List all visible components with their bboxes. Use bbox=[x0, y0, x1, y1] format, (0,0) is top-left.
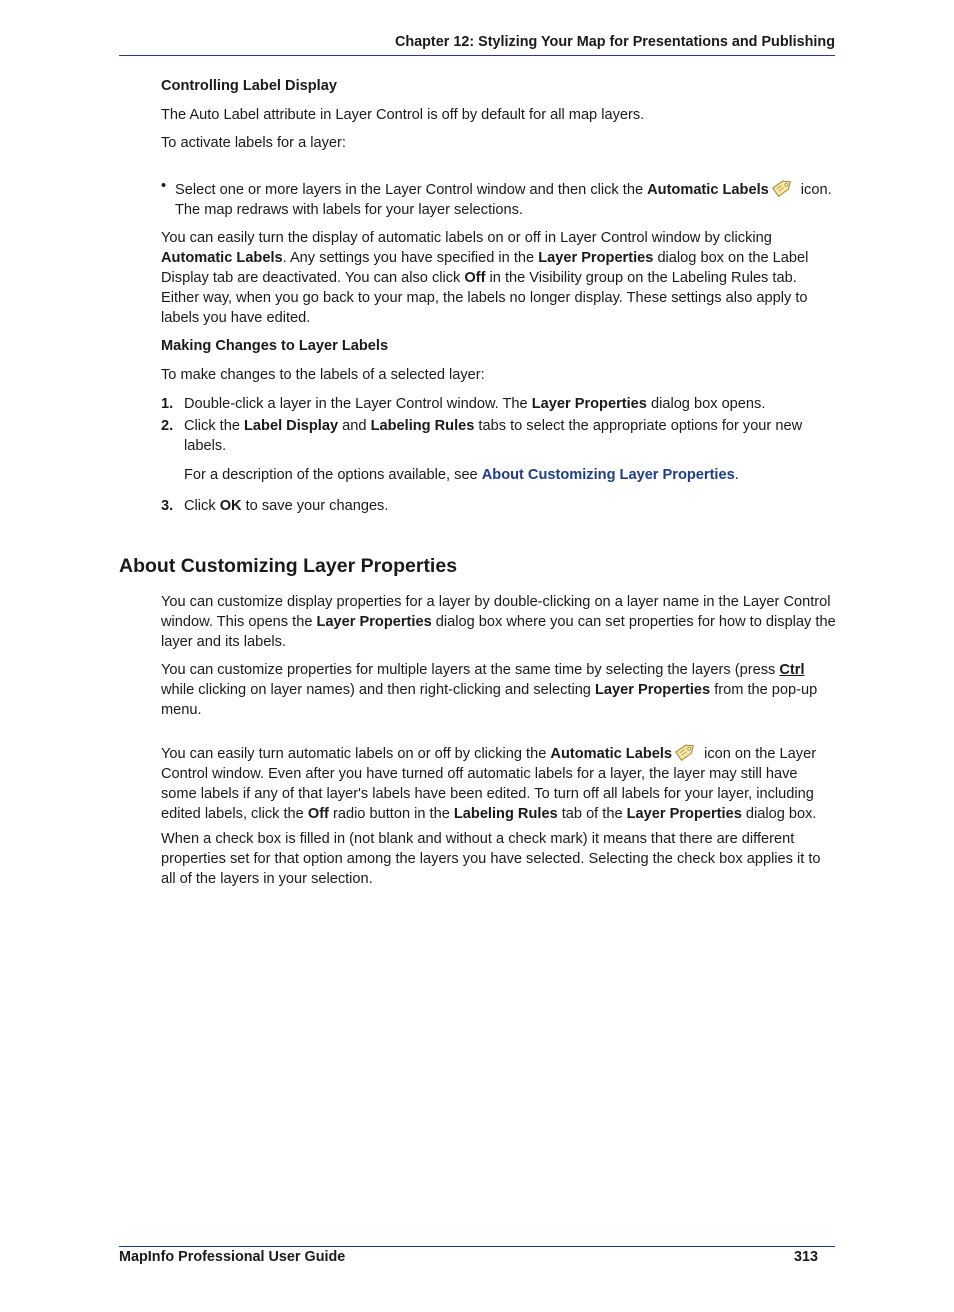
step-number: 3. bbox=[161, 498, 174, 514]
footer-title: MapInfo Professional User Guide bbox=[119, 1249, 346, 1265]
header-rule bbox=[119, 55, 835, 56]
paragraph: You can easily turn automatic labels on or off by clicking the Automatic Labels icon on the Layer Control window. Even after you have turned off automatic labels for a layer, the layer may still have some labels if any of that layer's labels have been edited. To turn off all labels for your layer, including edited labels, click the Off radio button in the Labeling Rules tab of the Layer Properties dialog box. bbox=[161, 740, 837, 824]
automatic-labels-icon bbox=[674, 740, 698, 760]
paragraph: You can easily turn the display of automatic labels on or off in Layer Control window by clicking Automatic Labels. Any settings you have specified in the Layer Properties dialog box on the Label Display tab are deactivated. You can also click Off in the Visibility group on the Labeling Rules tab. Either way, when you go back to your map, the labels no longer display. These settings also apply to labels you have edited. bbox=[161, 230, 809, 326]
heading-about-customizing: About Customizing Layer Properties bbox=[119, 555, 458, 577]
step-item: Click the Label Display and Labeling Rules tabs to select the appropriate options for your new labels. bbox=[184, 418, 803, 454]
heading-controlling-label-display: Controlling Label Display bbox=[161, 78, 337, 94]
page-number: 313 bbox=[793, 1249, 818, 1265]
step-item: Click OK to save your changes. bbox=[184, 498, 389, 514]
paragraph: The Auto Label attribute in Layer Control is off by default for all map layers. bbox=[161, 107, 645, 123]
paragraph: To activate labels for a layer: bbox=[161, 135, 346, 151]
step-note: For a description of the options available, see About Customizing Layer Properties. bbox=[184, 467, 739, 483]
bullet-item: Select one or more layers in the Layer Control window and then click the Automatic Labels icon. The map redraws with labels for your layer selections. bbox=[175, 176, 837, 220]
bullet-marker: • bbox=[161, 178, 167, 194]
automatic-labels-icon bbox=[771, 176, 795, 196]
heading-making-changes: Making Changes to Layer Labels bbox=[161, 338, 389, 354]
footer bbox=[119, 1249, 818, 1265]
paragraph: You can customize display properties for a layer by double-clicking on a layer name in the Layer Control window. This opens the Layer Properties dialog box where you can set properties for how to display the layer and its labels. bbox=[161, 594, 836, 650]
step-number: 2. bbox=[161, 418, 174, 434]
running-header: Chapter 12: Stylizing Your Map for Presentations and Publishing bbox=[394, 34, 835, 50]
paragraph: You can customize properties for multiple layers at the same time by selecting the layers (press Ctrl while clicking on layer names) and then right-clicking and selecting Layer Properties from the pop-up menu. bbox=[161, 662, 818, 718]
paragraph: To make changes to the labels of a selected layer: bbox=[161, 367, 485, 383]
step-item: Double-click a layer in the Layer Control window. The Layer Properties dialog box opens. bbox=[184, 396, 766, 412]
cross-reference-link[interactable]: About Customizing Layer Properties bbox=[481, 467, 735, 483]
paragraph: When a check box is filled in (not blank and without a check mark) it means that there are different properties set for that option among the layers you have selected. Selecting the check box applies it to all of the layers in your selection. bbox=[161, 831, 821, 887]
step-number: 1. bbox=[161, 396, 174, 412]
footer-rule bbox=[119, 1246, 835, 1247]
